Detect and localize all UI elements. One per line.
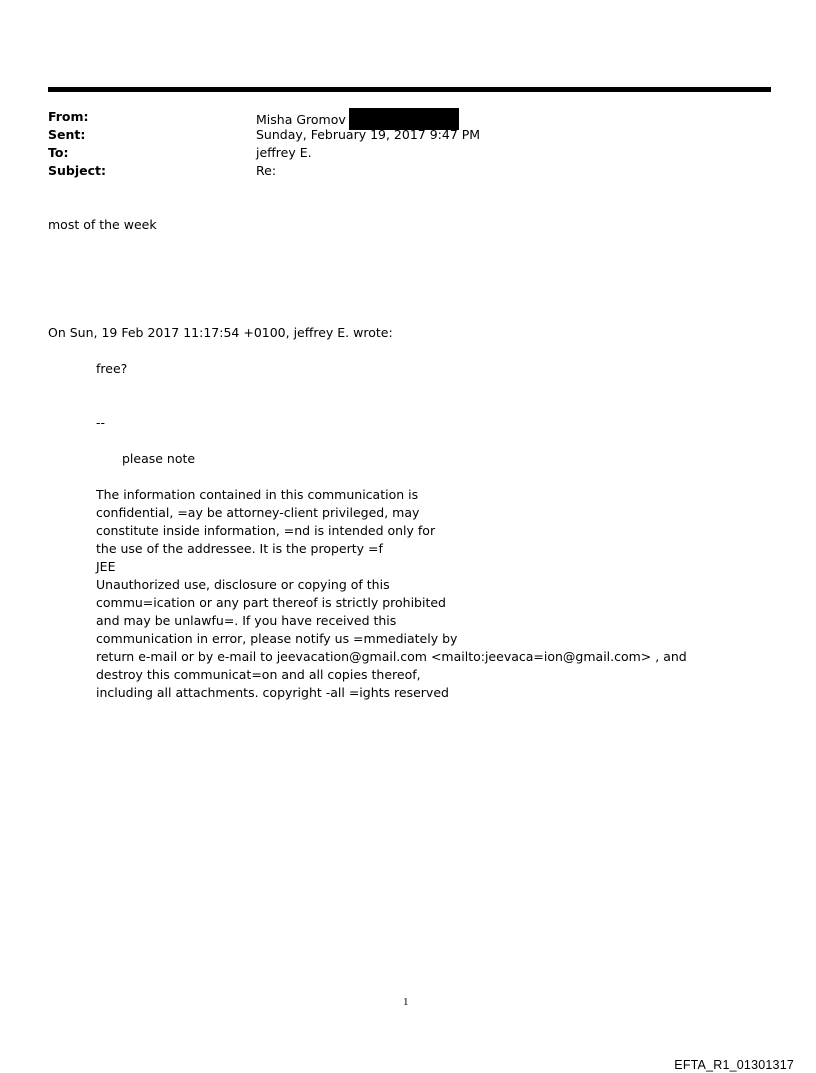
disclaimer-line: communication in error, please notify us =mmediately by: [96, 631, 458, 646]
disclaimer-line: including all attachments. copyright -all =ights reserved: [96, 685, 449, 700]
subject-value: Re:: [256, 163, 277, 178]
sender-name: Misha Gromov: [256, 112, 346, 127]
sent-label: Sent:: [48, 127, 86, 142]
page-number: 1: [403, 996, 409, 1008]
disclaimer-line: and may be unlawfu=. If you have received this: [96, 613, 397, 628]
disclaimer-line: commu=ication or any part thereof is strictly prohibited: [96, 595, 446, 610]
header-divider: [48, 87, 771, 92]
disclaimer-line: Unauthorized use, disclosure or copying of this: [96, 577, 390, 592]
disclaimer-line: confidential, =ay be attorney-client privileged, may: [96, 505, 420, 520]
disclaimer-line: The information contained in this communication is: [96, 487, 419, 502]
please-note: please note: [122, 451, 196, 466]
subject-label: Subject:: [48, 163, 106, 178]
disclaimer-line: destroy this communicat=on and all copies thereof,: [96, 667, 421, 682]
signature-separator: --: [96, 415, 106, 430]
email-body: most of the week: [48, 217, 157, 232]
quote-header: On Sun, 19 Feb 2017 11:17:54 +0100, jeffrey E. wrote:: [48, 325, 393, 340]
bates-number: EFTA_R1_01301317: [674, 1058, 794, 1072]
to-label: To:: [48, 145, 69, 160]
quoted-body: free?: [96, 361, 128, 376]
from-label: From:: [48, 109, 89, 124]
to-value: jeffrey E.: [256, 145, 312, 160]
disclaimer-line: the use of the addressee. It is the property =f: [96, 541, 383, 556]
disclaimer-line: constitute inside information, =nd is intended only for: [96, 523, 436, 538]
sent-value: Sunday, February 19, 2017 9:47 PM: [256, 127, 481, 142]
disclaimer-line: return e-mail or by e-mail to jeevacation@gmail.com <mailto:jeevaca=ion@gmail.com> , and: [96, 649, 687, 664]
disclaimer-line: JEE: [96, 559, 116, 574]
